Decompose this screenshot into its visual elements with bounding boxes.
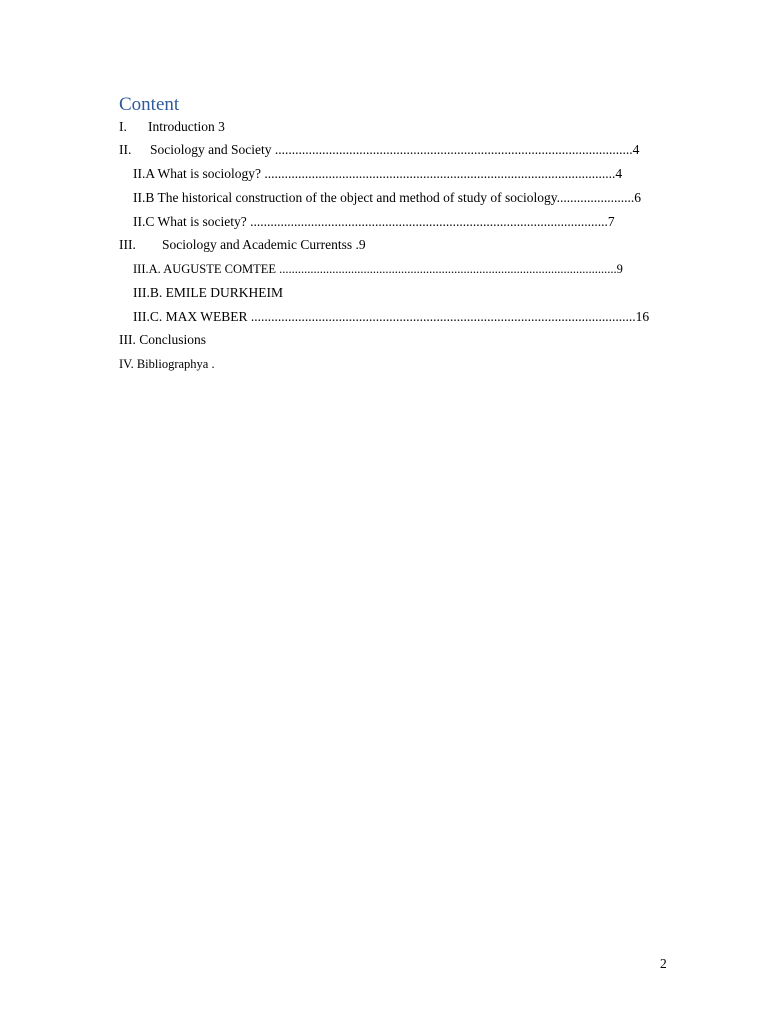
- toc-entry-sociology-and-society: [119, 141, 639, 159]
- toc-entry-number: II.: [119, 142, 132, 157]
- toc-entry-text: Sociology and Society: [150, 142, 272, 157]
- toc-entry-page: 4: [632, 142, 640, 157]
- toc-entry-page: 16: [635, 309, 650, 324]
- toc-entry-page: 4: [615, 166, 623, 181]
- toc-entry-auguste-comtee: [133, 260, 623, 278]
- toc-entry-leader: ........................................................................................................: [260, 166, 616, 181]
- toc-entry-number: III.: [119, 237, 136, 252]
- toc-entry-leader: ..................................................................................................................: [247, 309, 636, 324]
- toc-entry-number: I.: [119, 119, 127, 134]
- toc-entry-conclusions: [119, 331, 206, 349]
- toc-entry-emile-durkheim: [133, 284, 283, 302]
- toc-entry-leader: ............................................................................................................: [276, 262, 617, 276]
- toc-entry-leader: ..........................................................................................................: [246, 214, 608, 229]
- toc-entry-what-is-society: [133, 213, 615, 231]
- toc-entry-text: Sociology and Academic Currentss: [162, 237, 353, 252]
- toc-entry-text: IV. Bibliographya .: [119, 357, 215, 371]
- toc-entry-page: 7: [607, 214, 615, 229]
- toc-entry-historical-construction: [133, 189, 641, 207]
- toc-entry-leader: .......................: [556, 190, 635, 205]
- toc-entry-text: III.A. AUGUSTE COMTEE: [133, 262, 277, 276]
- toc-entry-leader: ..........................................................................................................: [271, 142, 633, 157]
- toc-entry-text: III. Conclusions: [119, 332, 206, 347]
- toc-entry-bibliography: [119, 355, 215, 373]
- toc-entry-page: 6: [634, 190, 642, 205]
- toc-entry-what-is-sociology: [133, 165, 622, 183]
- toc-entry-academic-currents: [119, 236, 366, 254]
- toc-entry-text: II.B The historical construction of the object and method of study of sociology: [133, 190, 557, 205]
- toc-entry-text: III.C. MAX WEBER: [133, 309, 248, 324]
- toc-entry-max-weber: [133, 308, 649, 326]
- toc-entry-text: II.A What is sociology?: [133, 166, 261, 181]
- toc-entry-text: Introduction 3: [148, 119, 225, 134]
- toc-entry-page: 9: [358, 237, 366, 252]
- toc-entry-introduction: [119, 118, 225, 136]
- toc-entry-text: III.B. EMILE DURKHEIM: [133, 285, 283, 300]
- toc-title: Content: [119, 94, 180, 115]
- toc-entry-page: 9: [616, 262, 623, 276]
- toc-entry-text: II.C What is society?: [133, 214, 247, 229]
- toc-entry-leader: .: [352, 237, 359, 252]
- page-number: 2: [660, 956, 667, 971]
